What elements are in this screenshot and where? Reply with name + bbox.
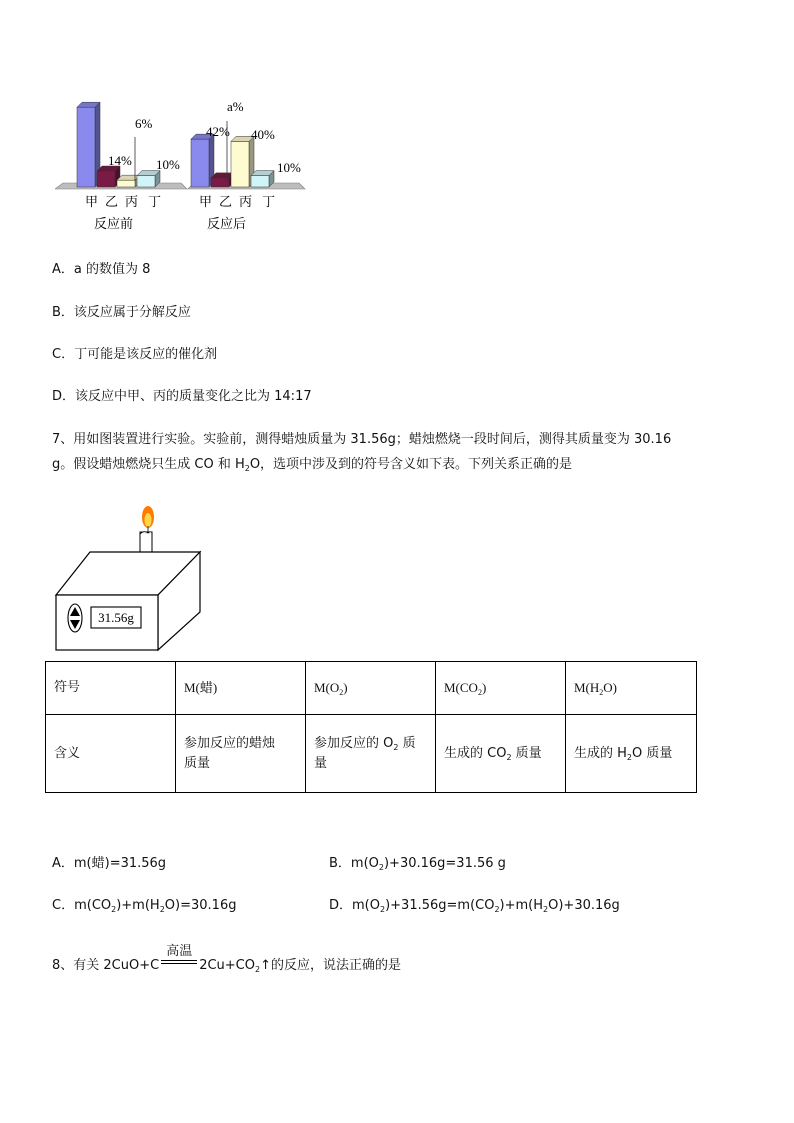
category-label: 丙 — [239, 195, 253, 210]
bar-chart — [55, 95, 310, 240]
group-label: 反应前 — [94, 217, 134, 232]
option-6c: C．丁可能是该反应的催化剂 — [52, 347, 218, 362]
table-cell: 参加反应的蜡烛 质量 — [176, 715, 306, 793]
table-cell: 生成的 $H_2O$ 质量 — [566, 715, 697, 793]
data-label: 42% — [206, 124, 230, 139]
bar-after-4 — [251, 171, 274, 187]
table-cell: 生成的 $CO_2$ 质量 — [436, 715, 566, 793]
table-cell: $M(O_2)$ — [306, 662, 436, 715]
question-7-line1: 7、用如图装置进行实验。实验前，测得蜡烛质量为 31.56g；蜡烛燃烧一段时间后，测得其质量变为 30.16 — [52, 432, 672, 447]
data-label: 6% — [135, 116, 153, 131]
table-cell: 符号 — [46, 662, 176, 715]
scale-reading: 31.56g — [98, 610, 134, 625]
category-label: 甲 — [199, 195, 213, 210]
option-7a: A．m(蜡)=31.56g — [52, 856, 167, 871]
option-7b: B．$m(O_2)+30.16g=31.56$ g — [329, 856, 506, 872]
flame-icon — [142, 506, 154, 532]
bar-before-4 — [137, 171, 160, 187]
table-cell: 含义 — [46, 715, 176, 793]
table-row — [46, 662, 697, 715]
data-label: a% — [227, 99, 244, 114]
table-row — [46, 715, 697, 793]
category-label: 丁 — [148, 195, 162, 210]
category-label: 丁 — [262, 195, 276, 210]
question-8: 8、有关 2CuO+C 高温 $2Cu+CO_2↑$的反应，说法正确的是 — [52, 944, 402, 974]
data-label: 40% — [251, 127, 275, 142]
category-label: 乙 — [219, 195, 233, 210]
bar-after-1 — [191, 134, 214, 187]
category-label: 丙 — [125, 195, 139, 210]
data-label: 10% — [277, 160, 301, 175]
option-6d: D．该反应中甲、丙的质量变化之比为 14:17 — [52, 389, 312, 404]
bar-before-2 — [97, 166, 120, 187]
table-cell: M(蜡) — [176, 662, 306, 715]
adjust-knob-icon — [68, 604, 82, 632]
reaction-condition: 高温 — [161, 958, 197, 974]
symbol-table — [45, 661, 697, 793]
question-7-line2: g。假设蜡烛燃烧只生成 CO 和 $H_2O$，选项中涉及到的符号含义如下表。下列关系正确的是 — [52, 457, 573, 473]
table-cell: 参加反应的 $O_2$ 质 量 — [306, 715, 436, 793]
group-label: 反应后 — [207, 217, 247, 232]
option-7c: C．$m(CO_2)+m(H_2O)=30.16g$ — [52, 898, 237, 914]
bar-after-3 — [231, 136, 254, 187]
option-6b: B．该反应属于分解反应 — [52, 305, 191, 320]
data-label: 14% — [108, 153, 132, 168]
bar-before-3 — [117, 175, 140, 187]
bar-after-2 — [211, 173, 234, 187]
data-label: 10% — [156, 157, 180, 172]
up-arrow-icon: ↑ — [260, 958, 271, 973]
bar-before-1 — [77, 102, 100, 187]
table-cell: $M(H_2O)$ — [566, 662, 697, 715]
option-7d: D．$m(O_2)+31.56g=m(CO_2)+m(H_2O)+30.16g$ — [329, 898, 620, 914]
scale-illustration — [50, 500, 210, 655]
category-label: 甲 — [85, 195, 99, 210]
table-cell: $M(CO_2)$ — [436, 662, 566, 715]
option-6a: A．a 的数值为 8 — [52, 262, 151, 277]
category-label: 乙 — [105, 195, 119, 210]
